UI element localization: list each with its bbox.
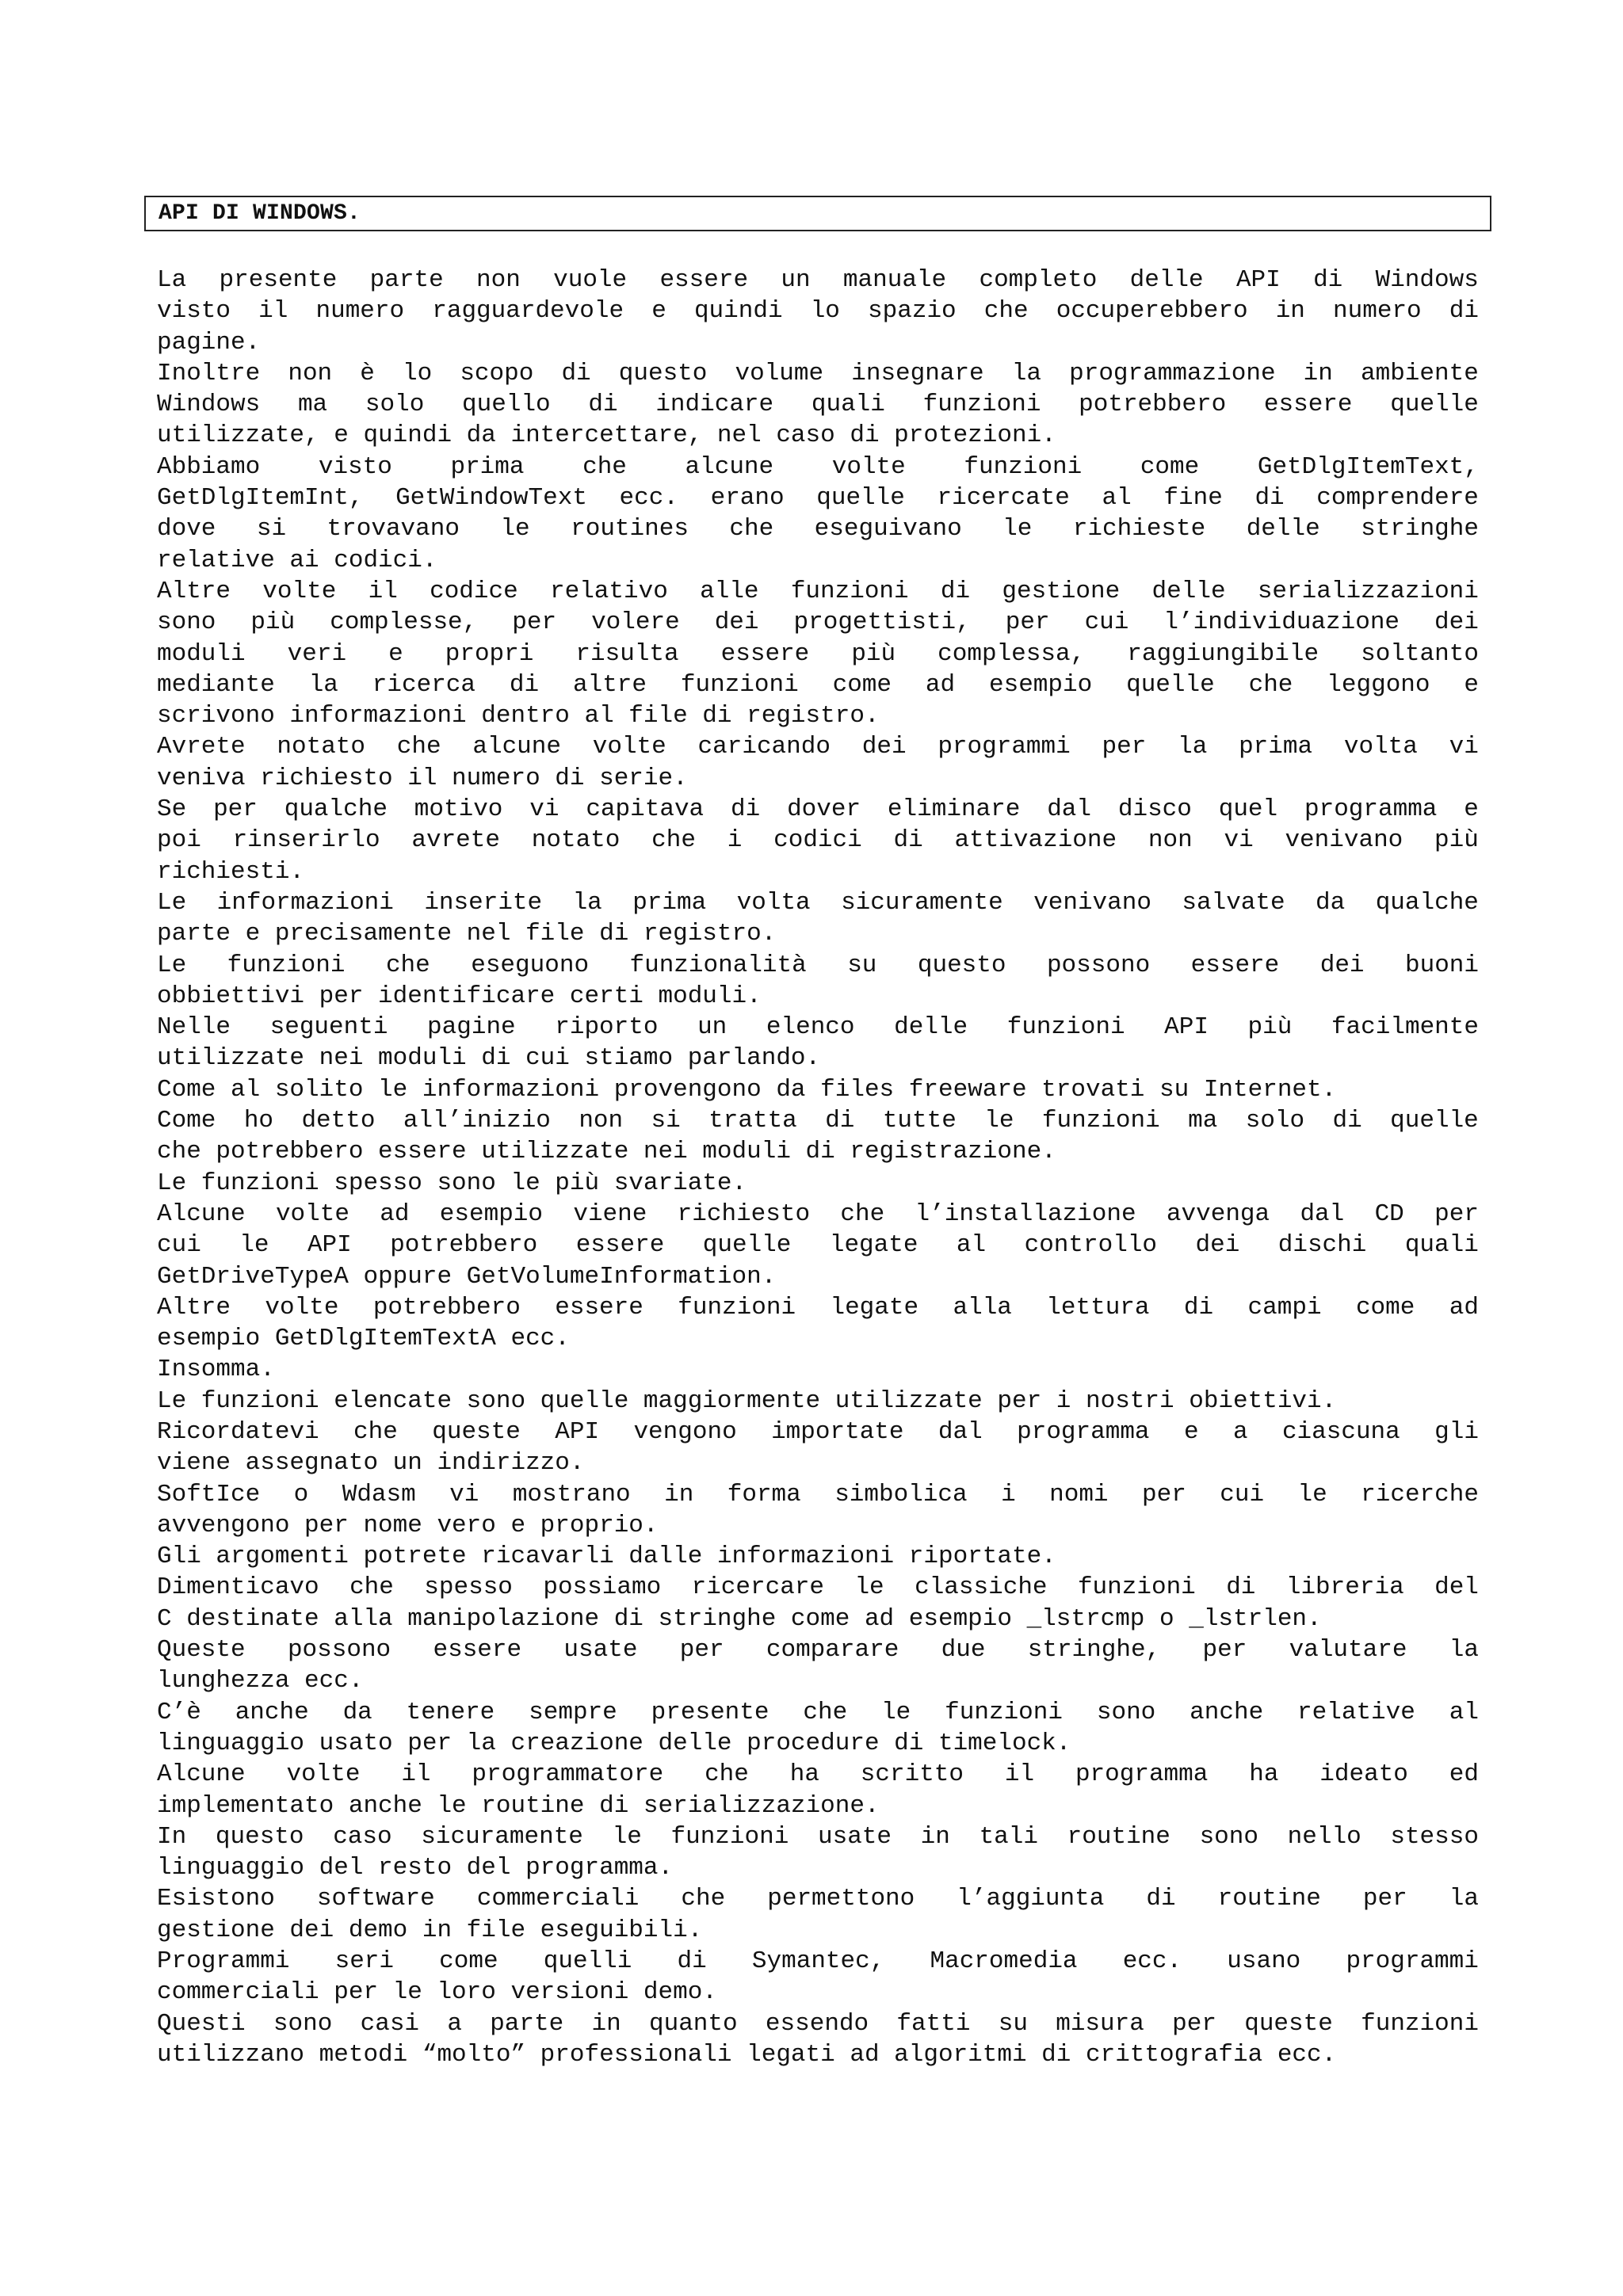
text-line: Dimenticavo che spesso possiamo ricercare le classiche funzioni di libreria del bbox=[157, 1573, 1479, 1602]
text-line: utilizzano metodi “molto” professionali legati ad algoritmi di crittografia ecc. bbox=[157, 2040, 1337, 2069]
text-line: poi rinserirlo avrete notato che i codici di attivazione non vi venivano più bbox=[157, 826, 1479, 855]
text-line: Abbiamo visto prima che alcune volte funzioni come GetDlgItemText, bbox=[157, 452, 1479, 481]
text-line: esempio GetDlgItemTextA ecc. bbox=[157, 1325, 570, 1353]
text-line: Queste possono essere usate per comparare due stringhe, per valutare la bbox=[157, 1636, 1479, 1665]
text-line: GetDriveTypeA oppure GetVolumeInformation. bbox=[157, 1262, 777, 1291]
text-line: gestione dei demo in file eseguibili. bbox=[157, 1916, 703, 1944]
text-line: richiesti. bbox=[157, 857, 305, 886]
text-line: C’è anche da tenere sempre presente che le funzioni sono anche relative al bbox=[157, 1698, 1479, 1726]
text-line: Windows ma solo quello di indicare quali funzioni potrebbero essere quelle bbox=[157, 391, 1479, 419]
text-line: Programmi seri come quelli di Symantec, Macromedia ecc. usano programmi bbox=[157, 1947, 1479, 1976]
text-line: Le funzioni che eseguono funzionalità su questo possono essere dei buoni bbox=[157, 951, 1479, 979]
text-line: che potrebbero essere utilizzate nei moduli di registrazione. bbox=[157, 1138, 1056, 1166]
section-title-box bbox=[144, 196, 1491, 231]
text-line: dove si trovavano le routines che eseguivano le richieste delle stringhe bbox=[157, 515, 1479, 543]
text-line: Altre volte potrebbero essere funzioni legate alla lettura di campi come ad bbox=[157, 1293, 1479, 1322]
section-title: API DI WINDOWS. bbox=[158, 201, 361, 226]
text-line: Esistono software commerciali che permettono l’aggiunta di routine per la bbox=[157, 1885, 1479, 1913]
text-line: Altre volte il codice relativo alle funzioni di gestione delle serializzazioni bbox=[157, 577, 1479, 605]
text-line: Se per qualche motivo vi capitava di dover eliminare dal disco quel programma e bbox=[157, 795, 1479, 824]
text-line: Questi sono casi a parte in quanto essendo fatti su misura per queste funzioni bbox=[157, 2009, 1479, 2038]
text-line: Le funzioni spesso sono le più svariate. bbox=[157, 1169, 747, 1197]
text-line: Le funzioni elencate sono quelle maggiormente utilizzate per i nostri obiettivi. bbox=[157, 1386, 1337, 1415]
text-line: obbiettivi per identificare certi moduli. bbox=[157, 982, 762, 1010]
text-line: moduli veri e propri risulta essere più complessa, raggiungibile soltanto bbox=[157, 639, 1479, 668]
text-line: cui le API potrebbero essere quelle legate al controllo dei dischi quali bbox=[157, 1231, 1479, 1260]
text-line: In questo caso sicuramente le funzioni usate in tali routine sono nello stesso bbox=[157, 1822, 1479, 1851]
text-line: Nelle seguenti pagine riporto un elenco delle funzioni API più facilmente bbox=[157, 1013, 1479, 1042]
text-line: SoftIce o Wdasm vi mostrano in forma simbolica i nomi per cui le ricerche bbox=[157, 1480, 1479, 1508]
text-line: Insomma. bbox=[157, 1356, 275, 1384]
text-line: mediante la ricerca di altre funzioni come ad esempio quelle che leggono e bbox=[157, 670, 1479, 699]
text-line: sono più complesse, per volere dei progettisti, per cui l’individuazione dei bbox=[157, 608, 1479, 637]
text-line: La presente parte non vuole essere un manuale completo delle API di Windows bbox=[157, 266, 1479, 294]
text-line: linguaggio del resto del programma. bbox=[157, 1854, 674, 1882]
text-line: Come al solito le informazioni provengono da files freeware trovati su Internet. bbox=[157, 1075, 1337, 1104]
text-line: Avrete notato che alcune volte caricando dei programmi per la prima volta vi bbox=[157, 733, 1479, 761]
text-line: C destinate alla manipolazione di stringhe come ad esempio _lstrcmp o _lstrlen. bbox=[157, 1604, 1322, 1633]
text-line: implementato anche le routine di serializzazione. bbox=[157, 1791, 880, 1820]
text-line: visto il numero ragguardevole e quindi lo spazio che occuperebbero in numero di bbox=[157, 297, 1479, 326]
text-line: Alcune volte ad esempio viene richiesto che l’installazione avvenga dal CD per bbox=[157, 1199, 1479, 1228]
text-line: commerciali per le loro versioni demo. bbox=[157, 1978, 717, 2007]
text-line: viene assegnato un indirizzo. bbox=[157, 1449, 585, 1478]
text-line: Le informazioni inserite la prima volta sicuramente venivano salvate da qualche bbox=[157, 888, 1479, 917]
text-line: relative ai codici. bbox=[157, 546, 437, 574]
text-line: Gli argomenti potrete ricavarli dalle informazioni riportate. bbox=[157, 1543, 1056, 1571]
text-line: utilizzate nei moduli di cui stiamo parlando. bbox=[157, 1044, 821, 1073]
text-line: GetDlgItemInt, GetWindowText ecc. erano quelle ricercate al fine di comprendere bbox=[157, 484, 1479, 513]
text-line: Ricordatevi che queste API vengono importate dal programma e a ciascuna gli bbox=[157, 1417, 1479, 1446]
text-line: scrivono informazioni dentro al file di registro. bbox=[157, 702, 880, 730]
text-line: Come ho detto all’inizio non si tratta di tutte le funzioni ma solo di quelle bbox=[157, 1107, 1479, 1135]
text-line: veniva richiesto il numero di serie. bbox=[157, 764, 688, 792]
text-line: Inoltre non è lo scopo di questo volume insegnare la programmazione in ambiente bbox=[157, 359, 1479, 387]
text-line: avvengono per nome vero e proprio. bbox=[157, 1511, 659, 1539]
text-line: lunghezza ecc. bbox=[157, 1667, 364, 1695]
body-text bbox=[157, 265, 1479, 2070]
text-line: parte e precisamente nel file di registro. bbox=[157, 920, 777, 948]
text-line: Alcune volte il programmatore che ha scritto il programma ha ideato ed bbox=[157, 1760, 1479, 1789]
text-line: pagine. bbox=[157, 328, 261, 357]
text-line: utilizzate, e quindi da intercettare, nel caso di protezioni. bbox=[157, 421, 1056, 450]
text-line: linguaggio usato per la creazione delle procedure di timelock. bbox=[157, 1729, 1071, 1757]
